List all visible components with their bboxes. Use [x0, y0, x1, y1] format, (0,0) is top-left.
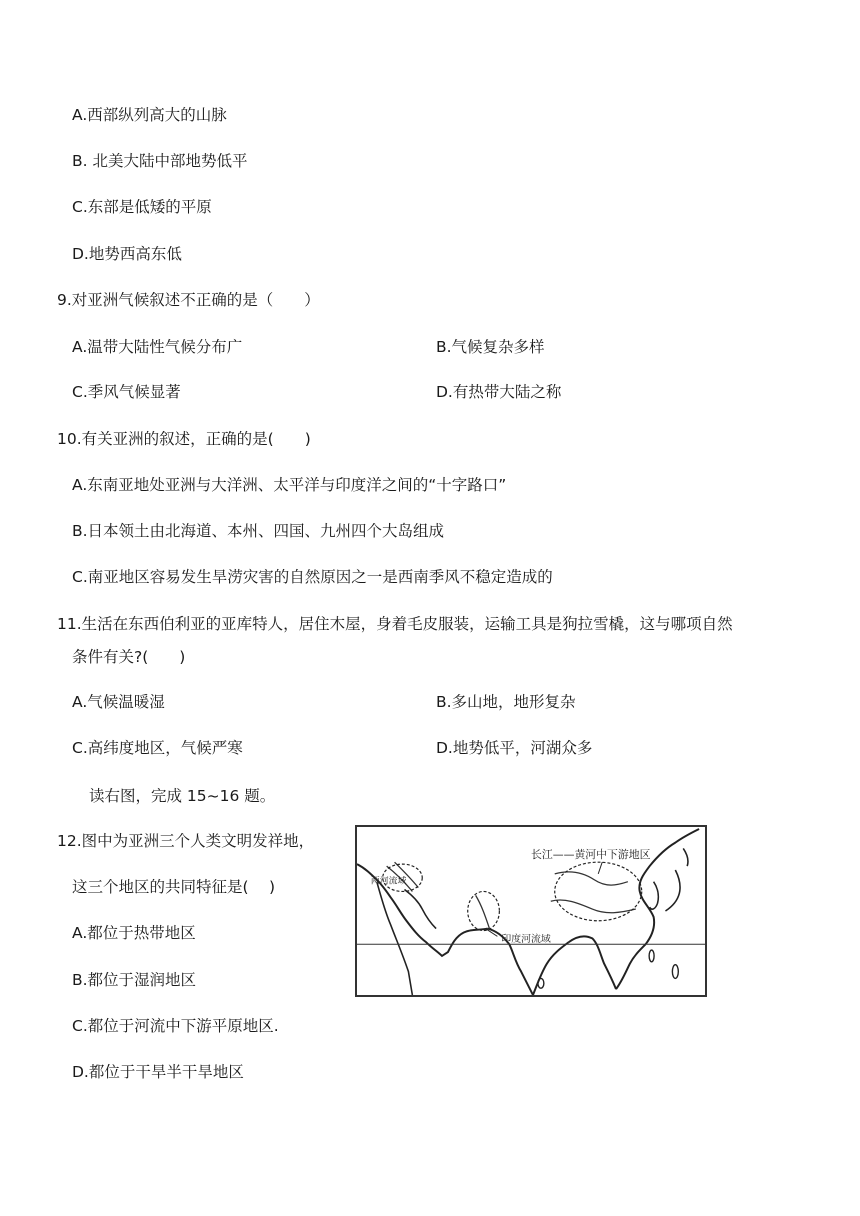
map-label-mesopotamia: 两河流域: [370, 876, 407, 887]
map-region-yangtze-yellow: [555, 862, 642, 921]
q10-option-b: B.日本领土由北海道、本州、四国、九州四个大岛组成: [72, 522, 445, 540]
q12-option-c: C.都位于河流中下游平原地区.: [72, 1017, 279, 1035]
q8-option-c: C.东部是低矮的平原: [72, 198, 212, 216]
map-leader-yangtze: [598, 862, 602, 874]
q10-option-c: C.南亚地区容易发生旱涝灾害的自然原因之一是西南季风不稳定造成的: [72, 568, 553, 586]
q12-option-b: B.都位于湿润地区: [72, 971, 197, 989]
q12-question-line1: 12.图中为亚洲三个人类文明发祥地，: [57, 832, 315, 850]
q11-option-c: C.高纬度地区，气候严寒: [72, 739, 243, 757]
q11-question-line2: 条件有关?( ): [72, 648, 186, 666]
q9-option-a: A.温带大陆性气候分布广: [72, 338, 243, 356]
q12-option-d: D.都位于干旱半干旱地区: [72, 1063, 244, 1081]
q12-option-a: A.都位于热带地区: [72, 924, 196, 942]
map-persian-gulf: [404, 890, 436, 929]
map-label-yangtze: 长江——黄河中下游地区: [531, 848, 651, 862]
map-label-indus: 印度河流域: [501, 934, 551, 946]
q8-option-d: D.地势西高东低: [72, 245, 182, 263]
map-island-srilanka: [538, 978, 544, 988]
asia-civilizations-map: [355, 825, 707, 997]
reading-instruction: 读右图，完成 15~16 题。: [89, 787, 276, 805]
q8-option-b: B. 北美大陆中部地势低平: [72, 152, 248, 170]
q11-option-a: A.气候温暖湿: [72, 693, 165, 711]
q9-option-c: C.季风气候显著: [72, 383, 181, 401]
q9-option-b: B.气候复杂多样: [436, 338, 545, 356]
q9-question: 9.对亚洲气候叙述不正确的是（ ）: [57, 291, 320, 309]
map-yangtze-river: [551, 900, 636, 913]
q9-option-d: D.有热带大陆之称: [436, 383, 562, 401]
map-yellow-river: [555, 872, 628, 885]
q10-option-a: A.东南亚地处亚洲与大洋洲、太平洋与印度洋之间的“十字路口”: [72, 476, 507, 494]
map-japan: [665, 848, 688, 911]
q10-question: 10.有关亚洲的叙述，正确的是( ): [57, 430, 311, 448]
map-korea: [650, 882, 659, 909]
map-indus-river: [476, 895, 490, 928]
map-island-philippines: [672, 965, 678, 979]
q12-question-line2: 这三个地区的共同特征是( ): [72, 878, 276, 896]
q8-option-a: A.西部纵列高大的山脉: [72, 106, 227, 124]
q11-option-d: D.地势低平，河湖众多: [436, 739, 593, 757]
q11-question-line1: 11.生活在东西伯利亚的亚库特人，居住木屋，身着毛皮服装，运输工具是狗拉雪橇，这与哪项自然: [57, 615, 733, 633]
map-drawing: [357, 827, 705, 995]
map-island-taiwan: [649, 950, 654, 962]
map-red-sea: [377, 882, 413, 995]
map-east-asia: [639, 829, 699, 944]
q11-option-b: B.多山地，地形复杂: [436, 693, 576, 711]
